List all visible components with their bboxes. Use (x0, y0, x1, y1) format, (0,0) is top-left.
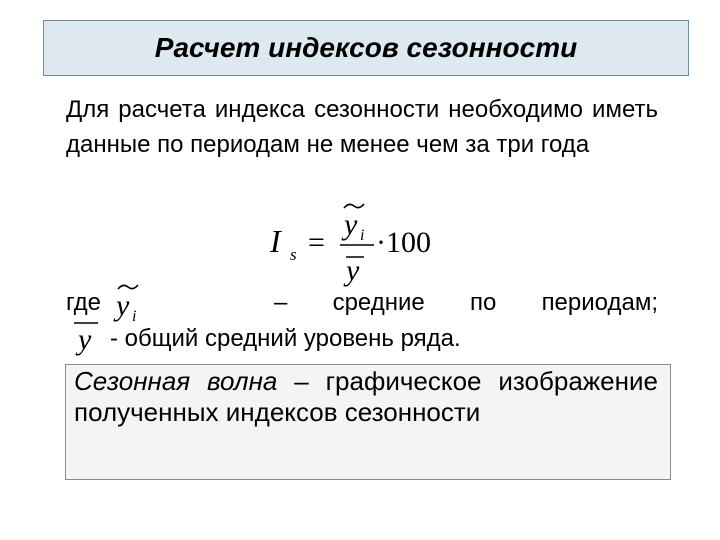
formula-lhs: I (270, 223, 281, 259)
formula-numerator-subscript: i (360, 227, 365, 244)
formula-numerator: y (344, 208, 358, 241)
formula-denominator: y (346, 254, 360, 287)
wave-definition: – графическое изображение полученных индексов сезонности (74, 366, 658, 427)
seasonality-index-formula (268, 200, 448, 290)
formula-multiplier: ·100 (376, 226, 431, 259)
wave-term: Сезонная волна (74, 366, 278, 396)
ybar-description: - общий средний уровень ряда. (110, 325, 461, 352)
where-line (66, 287, 658, 325)
where-description: – средние по периодам; (274, 289, 658, 316)
ybar-line (66, 323, 658, 355)
yi-letter: y (116, 289, 130, 322)
page-title: Расчет индексов сезонности (154, 32, 578, 63)
title-box (43, 20, 689, 76)
yi-symbol (110, 281, 154, 325)
yi-subscript: i (132, 308, 137, 325)
wave-definition-box (65, 364, 671, 480)
ybar-letter: y (78, 323, 92, 356)
intro-paragraph: Для расчета индекса сезонности необходимо иметь данные по периодам не менее чем за три года (66, 96, 658, 158)
formula-equals: = (308, 226, 325, 259)
ybar-symbol (72, 319, 102, 359)
formula-lhs-subscript: s (290, 245, 297, 264)
where-word: где (66, 289, 102, 316)
